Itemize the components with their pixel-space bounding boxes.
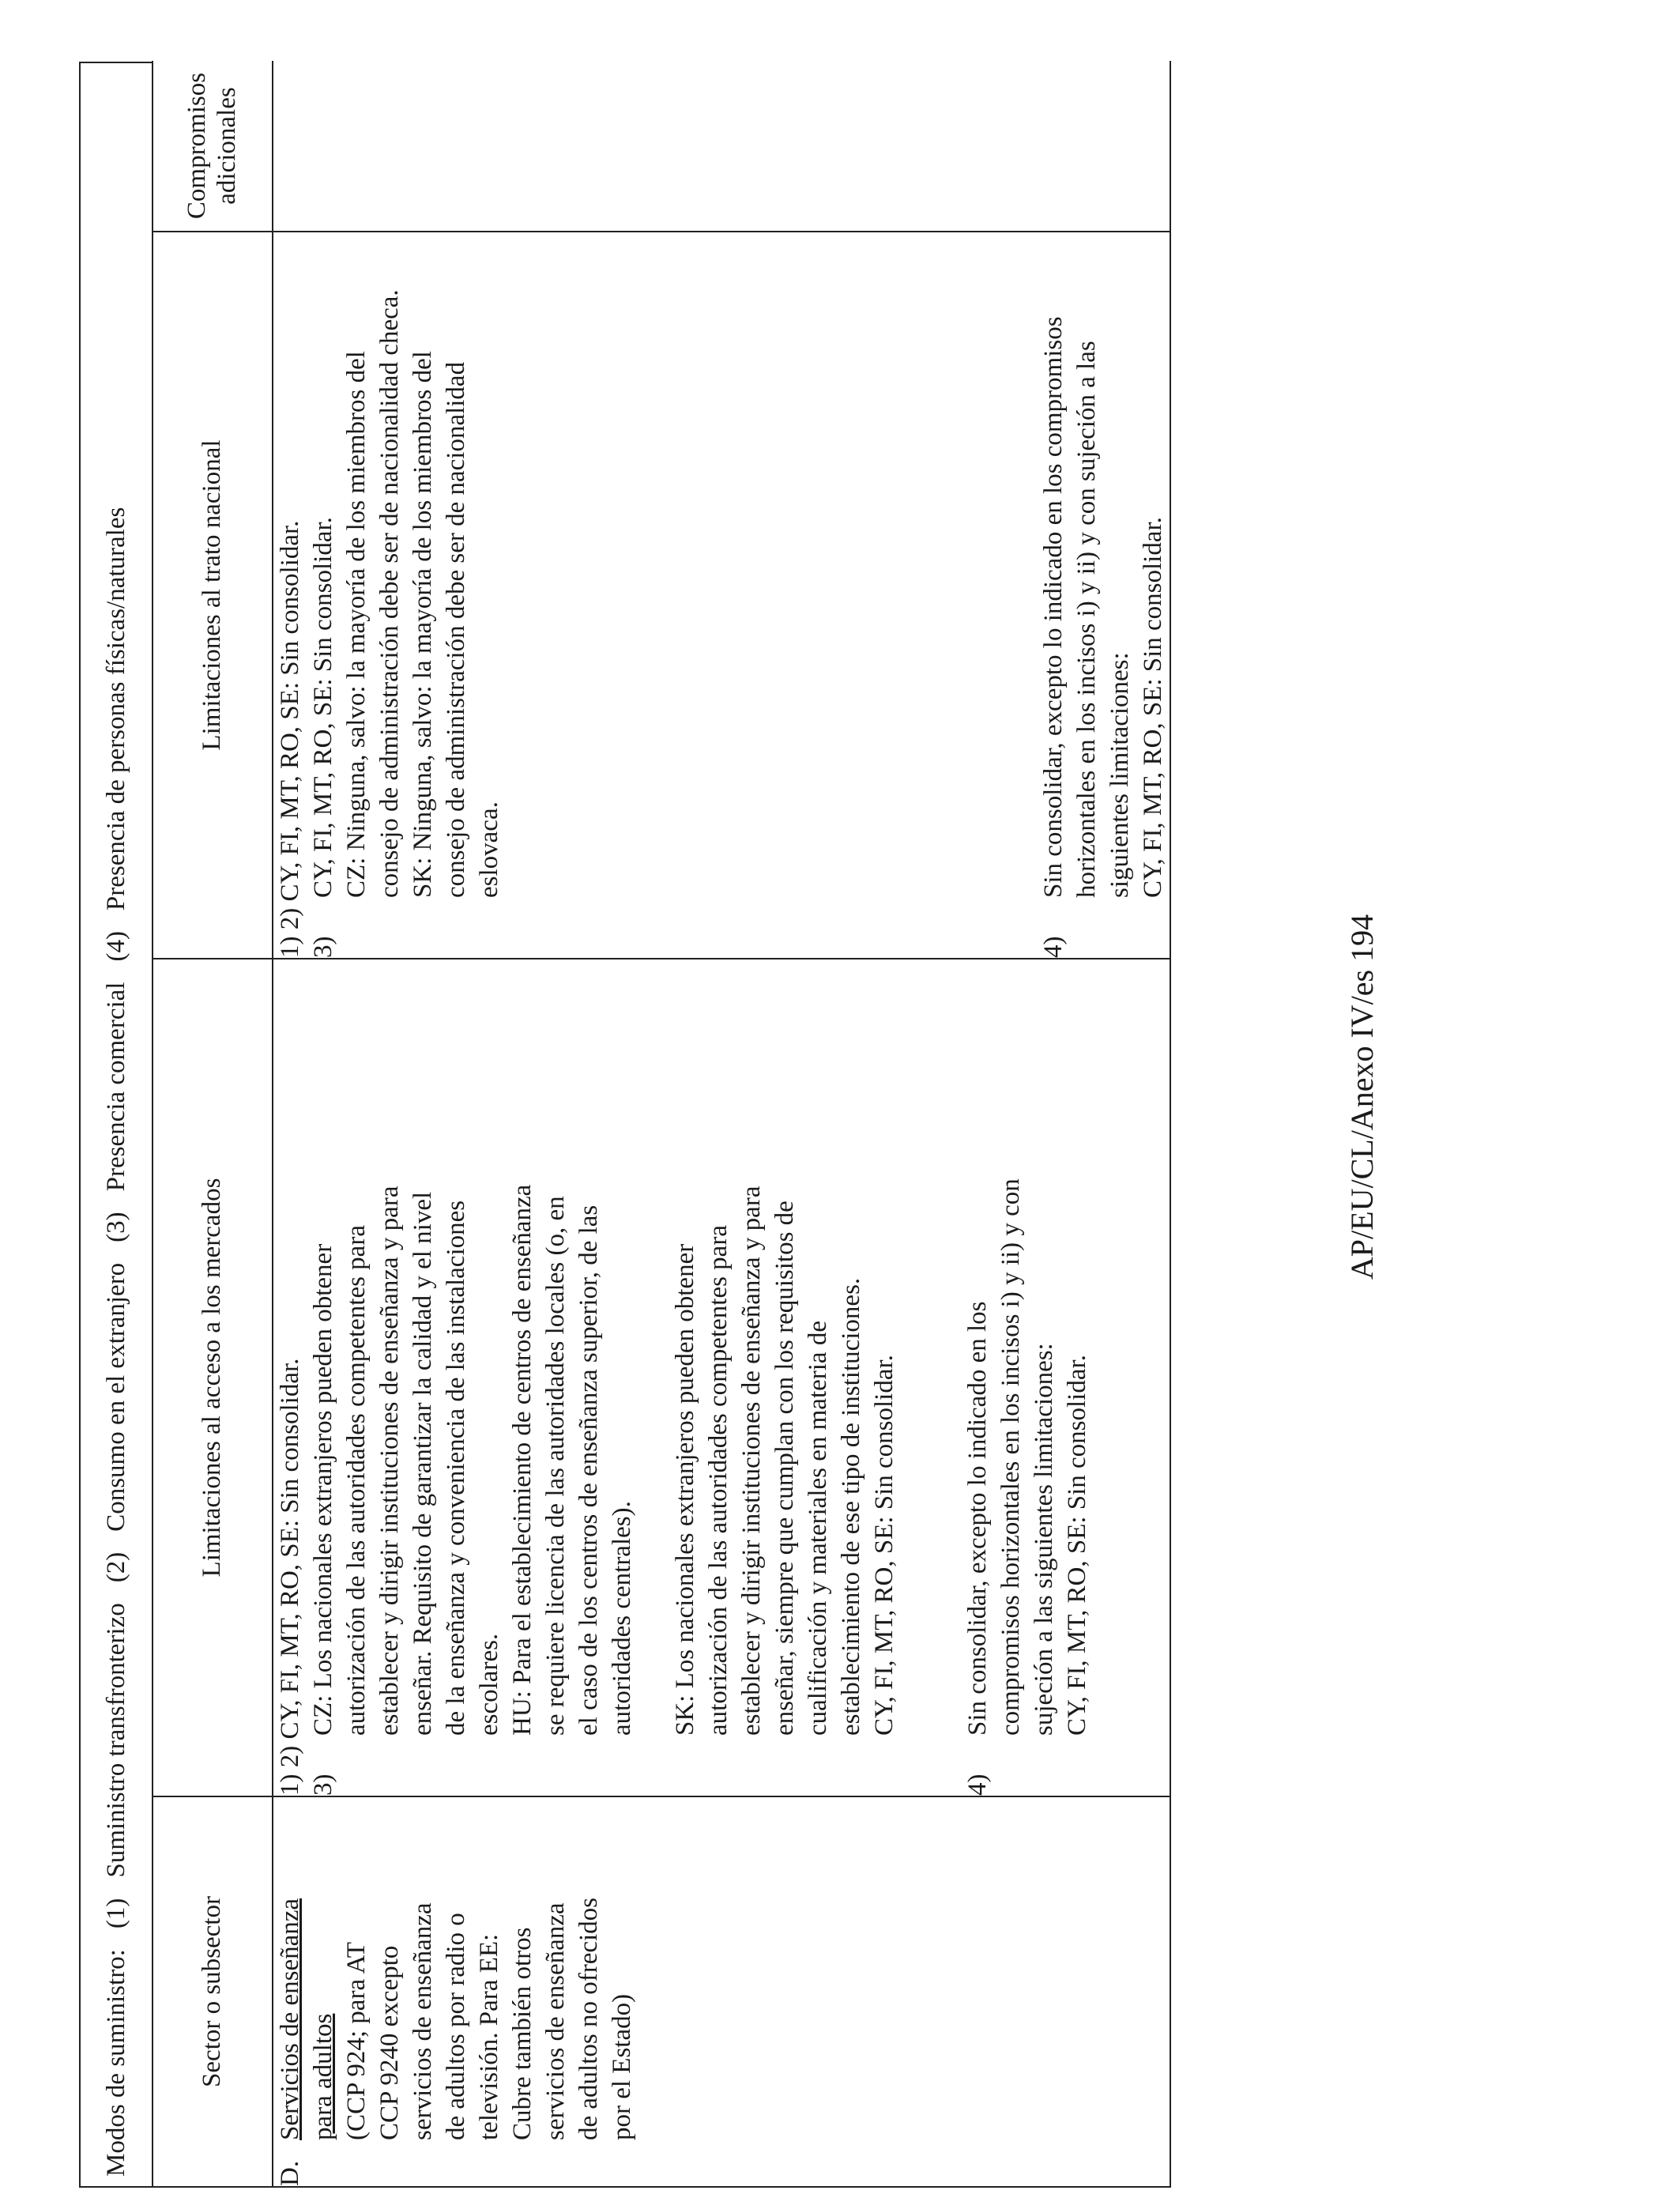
mode-3-number: (3) (101, 1212, 130, 1242)
ma-mode-4-label: 4) (963, 1774, 992, 1796)
sector-desc-line: Cubre también otros (508, 1927, 537, 2140)
header-row (153, 61, 273, 2187)
header-sector: Sector o subsector (153, 1796, 273, 2187)
header-market-access: Limitaciones al acceso a los mercados (153, 959, 273, 1796)
modes-label: Modos de suministro: (101, 1949, 130, 2177)
sector-desc-line: (CCP 924; para AT (342, 1942, 371, 2140)
sector-title-line-2: para adultos (309, 2013, 337, 2140)
ma-cz-line: CZ: Los nacionales extranjeros pueden obtener (309, 1243, 337, 1736)
header-additional: Compromisos adicionales (153, 61, 273, 232)
market-access-cell (273, 959, 1170, 1796)
mode-4-number: (4) (101, 931, 130, 962)
supply-modes-row (79, 62, 152, 2188)
ma-mode-4-line: compromisos horizontales en los incisos i) y ii) y con (996, 1178, 1025, 1736)
nt-mode-4-line: Sin consolidar, excepto lo indicado en los compromisos (1039, 316, 1068, 898)
nt-cz-line: consejo de administración debe ser de nacionalidad checa. (375, 289, 404, 898)
sector-cell (273, 1796, 1170, 2187)
sector-letter: D. (276, 2160, 304, 2186)
ma-sk-line: establecer y dirigir instituciones de enseñanza y para (737, 1186, 766, 1736)
ma-mode-4-line: Sin consolidar, excepto lo indicado en los (963, 1301, 992, 1736)
additional-commitments-cell (273, 61, 1170, 232)
ma-hu-line: autoridades centrales). (608, 1501, 636, 1736)
ma-hu-line: HU: Para el establecimiento de centros de enseñanza (508, 1184, 537, 1736)
ma-cz-line: autorización de las autoridades competentes para (342, 1225, 371, 1736)
ma-cz-line: enseñar. Requisito de garantizar la calidad y el nivel (409, 1191, 437, 1736)
ma-cz-line: de la enseñanza y conveniencia de las instalaciones (442, 1200, 470, 1736)
ma-sk-line: SK: Los nacionales extranjeros pueden obtener (671, 1243, 699, 1736)
sector-title-line-1: Servicios de enseñanza (276, 1898, 304, 2140)
ma-cz-line: establecer y dirigir instituciones de enseñanza y para (375, 1186, 404, 1736)
sector-desc-line: CCP 9240 excepto (375, 1945, 404, 2140)
mode-3-label: Presencia comercial (101, 982, 130, 1192)
nt-mode-4-closing: CY, FI, MT, RO, SE: Sin consolidar. (1139, 517, 1167, 898)
ma-sk-line: enseñar, siempre que cumplan con los requisitos de (770, 1201, 799, 1736)
nt-sk-line: SK: Ninguna, salvo: la mayoría de los miembros del (409, 351, 437, 898)
nt-mode-3-label: 3) (309, 936, 337, 958)
nt-mode-4-label: 4) (1039, 936, 1068, 958)
ma-cz-line: escolares. (475, 1633, 503, 1736)
nt-mode-4-line: horizontales en los incisos i) y ii) y con sujeción a las (1072, 341, 1101, 898)
ma-mode-4-line: sujeción a las siguientes limitaciones: (1030, 1343, 1058, 1736)
commitments-table (152, 61, 1171, 2188)
ma-hu-line: el caso de los centros de enseñanza superior, de las (574, 1204, 603, 1736)
ma-sk-line: cualificación y materiales en materia de (804, 1321, 832, 1736)
sector-desc-line: por el Estado) (608, 1993, 636, 2140)
ma-sk-line: autorización de las autoridades competentes para (704, 1225, 733, 1736)
mode-2-number: (2) (101, 1551, 130, 1583)
table-row (273, 61, 1170, 2187)
ma-modes-1-2: 1) 2) CY, FI, MT, RO, SE: Sin consolidar. (276, 1358, 304, 1796)
nt-cz-line: CZ: Ninguna, salvo: la mayoría de los miembros del (342, 351, 371, 898)
national-treatment-cell (273, 232, 1170, 959)
header-national-treatment: Limitaciones al trato nacional (153, 232, 273, 959)
nt-mode-4-line: siguientes limitaciones: (1106, 652, 1134, 898)
mode-1-number: (1) (101, 1898, 130, 1929)
sector-desc-line: servicios de enseñanza (409, 1902, 437, 2140)
nt-sk-line: consejo de administración debe ser de nacionalidad (442, 361, 470, 898)
sector-desc-line: de adultos no ofrecidos (574, 1897, 603, 2140)
ma-sk-line: establecimiento de ese tipo de instituciones. (837, 1277, 865, 1736)
ma-mode-3-label: 3) (309, 1774, 337, 1796)
ma-mode-4-closing: CY, FI, MT, RO, SE: Sin consolidar. (1063, 1355, 1091, 1736)
sector-desc-line: de adultos por radio o (442, 1913, 470, 2140)
sector-desc-line: servicios de enseñanza (541, 1902, 570, 2140)
ma-hu-line: se requiere licencia de las autoridades locales (o, en (541, 1196, 570, 1736)
mode-2-label: Consumo en el extranjero (101, 1262, 130, 1532)
page-footer: AP/EU/CL/Anexo IV/es 194 (1344, 914, 1380, 1280)
nt-sk-line: eslovaca. (475, 801, 503, 898)
ma-mode-3-closing: CY, FI, MT, RO, SE: Sin consolidar. (870, 1355, 898, 1736)
mode-1-label: Suministro transfronterizo (101, 1603, 130, 1878)
sector-desc-line: televisión. Para EE: (475, 1933, 503, 2140)
mode-4-label: Presencia de personas físicas/naturales (101, 507, 130, 911)
nt-mode-3-first: CY, FI, MT, RO, SE: Sin consolidar. (309, 517, 337, 898)
nt-modes-1-2: 1) 2) CY, FI, MT, RO, SE: Sin consolidar. (276, 520, 304, 958)
